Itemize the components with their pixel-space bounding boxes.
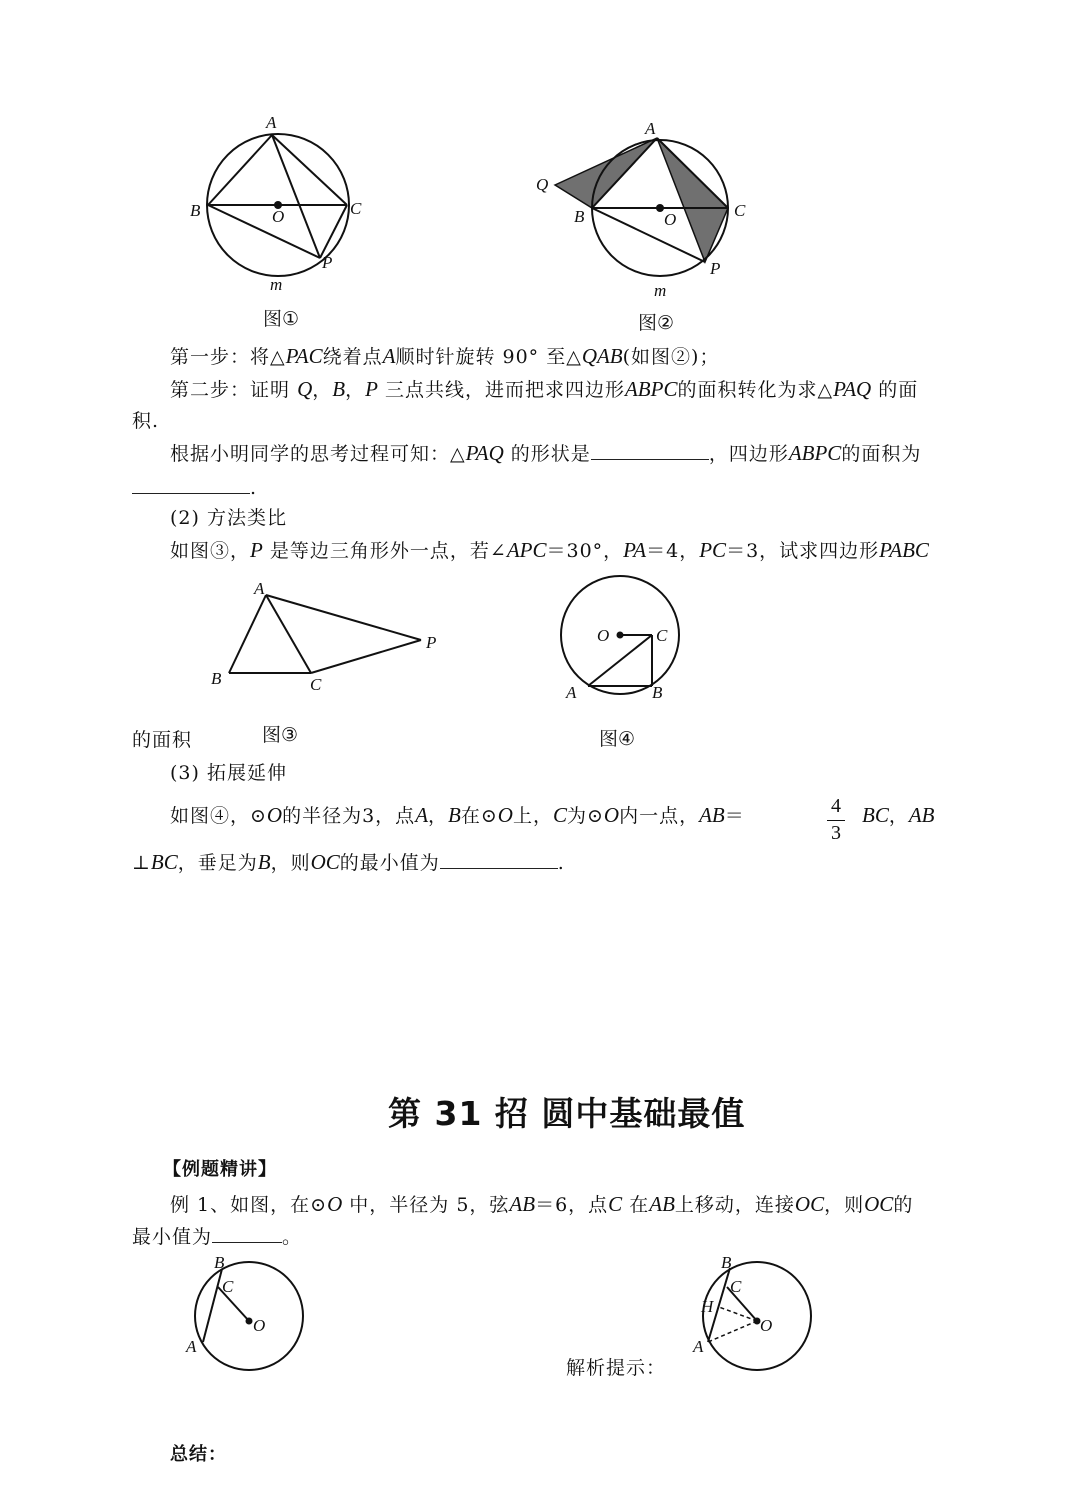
conclusion-line-cont: . <box>132 475 257 500</box>
fig1-label-B: B <box>190 201 201 220</box>
ex1-label-B: B <box>214 1253 225 1272</box>
part2-line: 如图③，P 是等边三角形外一点，若∠APC＝30°，PA＝4，PC＝3，试求四边形PABC <box>170 538 929 562</box>
ex1-chord-AB <box>203 1269 222 1342</box>
fig4-label-C: C <box>656 626 668 645</box>
fig1-label-C: C <box>350 199 362 218</box>
conclusion-line: 根据小明同学的思考过程可知：△PAQ 的形状是 ，四边形ABPC的面积为 <box>170 441 922 465</box>
fig3-label-A: A <box>254 579 265 598</box>
part3-line2: ⊥BC，垂足为B，则OC的最小值为 . <box>132 850 565 874</box>
fig3-AB <box>229 595 266 673</box>
fig2-label-O: O <box>664 210 677 229</box>
fig2-center-dot <box>656 204 664 212</box>
fig2-label-C: C <box>734 201 746 220</box>
ex1-label-A: A <box>186 1337 197 1356</box>
fig1-AC <box>272 135 347 205</box>
fig2-label-P: P <box>710 259 721 278</box>
part3-line-tail: BC，AB <box>862 803 935 827</box>
fig3-label-C: C <box>310 675 322 694</box>
fig3-caption: 图③ <box>262 724 299 746</box>
fig1-label-m: m <box>270 275 283 294</box>
fig4-label-B: B <box>652 683 663 702</box>
fig4-center-dot <box>617 632 624 639</box>
fig1-label-P: P <box>322 253 333 272</box>
fig1-label-A: A <box>266 113 277 132</box>
shape-answer-blank[interactable] <box>591 441 709 460</box>
ex1-answer-blank[interactable] <box>212 1224 282 1243</box>
part2-line-cont: 的面积 <box>132 729 193 751</box>
fig3-label-P: P <box>426 633 437 652</box>
part3-line: 如图④，⊙O的半径为3，点A，B在⊙O上，C为⊙O内一点，AB＝ <box>170 803 745 827</box>
fig3-CP <box>311 640 421 673</box>
step2-line-cont: 积. <box>132 410 160 432</box>
ex1-label-O: O <box>253 1316 266 1335</box>
example1-line2: 最小值为 。 <box>132 1226 303 1248</box>
fig2-label-m: m <box>654 281 667 300</box>
analysis-hint: 解析提示： <box>566 1357 667 1379</box>
ex1b-label-C: C <box>730 1277 742 1296</box>
fig4-label-O: O <box>597 626 610 645</box>
fraction-denominator: 3 <box>831 822 841 844</box>
example1-hint-figure <box>703 1262 811 1370</box>
part2-heading: (2) 方法类比 <box>170 507 287 529</box>
step1-line: 第一步：将△PAC绕着点A顺时针旋转 90° 至△QAB(如图②)； <box>170 344 720 368</box>
ex1b-label-B: B <box>721 1253 732 1272</box>
figure-3 <box>229 595 421 673</box>
fig4-label-A: A <box>566 683 577 702</box>
fig2-caption: 图② <box>638 312 675 334</box>
ex1b-label-O: O <box>760 1316 773 1335</box>
fraction-numerator: 4 <box>831 795 841 817</box>
ex1b-label-H: H <box>701 1297 714 1316</box>
area-answer-blank[interactable] <box>132 475 250 494</box>
fig2-label-A: A <box>645 119 656 138</box>
fig2-label-B: B <box>574 207 585 226</box>
fig2-label-Q: Q <box>536 175 549 194</box>
ex1b-circle <box>703 1262 811 1370</box>
example1-line: 例 1、如图，在⊙O 中，半径为 5，弦AB＝6，点C 在AB上移动，连接OC，则OC的 <box>170 1192 914 1216</box>
summary-label: 总结： <box>170 1444 227 1465</box>
part3-heading: (3) 拓展延伸 <box>170 762 287 784</box>
fig4-caption: 图④ <box>599 728 636 750</box>
example1-figure <box>195 1262 303 1370</box>
fig3-label-B: B <box>211 669 222 688</box>
section-title: 第 31 招 圆中基础最值 <box>388 1094 746 1133</box>
ex1-circle <box>195 1262 303 1370</box>
example-header: 【例题精讲】 <box>163 1159 277 1180</box>
fraction-bar <box>827 820 845 821</box>
fig1-caption: 图① <box>263 308 300 330</box>
ex1-center-dot <box>246 1318 253 1325</box>
fig1-label-O: O <box>272 207 285 226</box>
min-oc-answer-blank[interactable] <box>440 850 558 869</box>
ex1-label-C: C <box>222 1277 234 1296</box>
fig2-shaded-QAB <box>555 138 657 208</box>
fig3-AP <box>266 595 421 640</box>
step2-line: 第二步：证明 Q，B，P 三点共线，进而把求四边形ABPC的面积转化为求△PAQ 的面 <box>170 377 919 401</box>
ex1b-OA <box>708 1321 757 1342</box>
ex1b-label-A: A <box>693 1337 704 1356</box>
